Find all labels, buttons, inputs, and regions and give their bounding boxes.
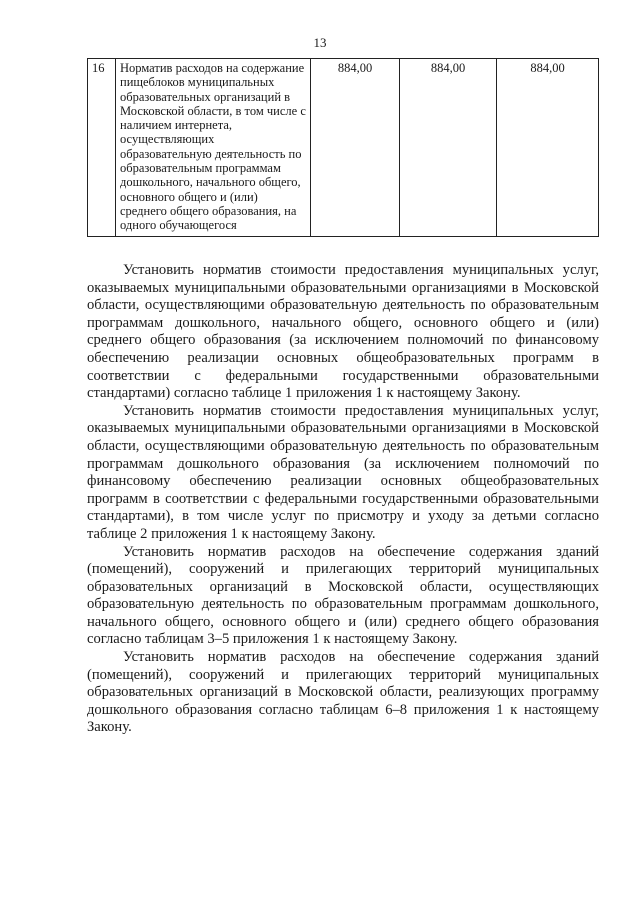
row-value-2: 884,00	[400, 59, 497, 237]
row-value-1: 884,00	[311, 59, 400, 237]
page-number: 13	[313, 35, 327, 50]
table-row	[88, 59, 599, 237]
paragraph: Установить норматив стоимости предоставления муниципальных услуг, оказываемых муниципальными образовательными организациями в Московской области, осуществляющими образовательную деятельность по образовательным программам дошкольного образования (за исключением полномочий по финансовому обеспечению реализации основных общеобразовательных программ в соответствии с федеральными государственными образовательными стандартами), в том числе услуг по присмотру и уходу за детьми согласно таблице 2 приложения 1 к настоящему Закону.	[87, 402, 599, 542]
row-number: 16	[88, 59, 116, 237]
paragraph: Установить норматив стоимости предоставления муниципальных услуг, оказываемых муниципальными образовательными организациями в Московской области, осуществляющими образовательную деятельность по образовательным программам дошкольного, начального общего, основного общего и (или) среднего общего образования (за исключением полномочий по финансовому обеспечению реализации основных общеобразовательных программ в соответствии с федеральными государственными образовательными стандартами) согласно таблице 1 приложения 1 к настоящему Закону.	[87, 262, 599, 402]
row-description: Норматив расходов на содержание пищеблоков муниципальных образовательных организаций в Московской области, в том числе с наличием интернета, осуществляющих образовательную деятельность по образовательным программам дошкольного, начального общего, основного общего и (или) среднего общего образования, на одного обучающегося	[116, 59, 311, 237]
paragraph: Установить норматив расходов на обеспечение содержания зданий (помещений), сооружений и прилегающих территорий муниципальных образовательных организаций в Московской области, реализующих программу дошкольного образования согласно таблицам 6–8 приложения 1 к настоящему Закону.	[87, 649, 599, 736]
norm-table	[87, 58, 599, 237]
row-value-3: 884,00	[497, 59, 599, 237]
document-body	[87, 262, 599, 737]
paragraph: Установить норматив расходов на обеспечение содержания зданий (помещений), сооружений и прилегающих территорий муниципальных образовательных организаций в Московской области, осуществляющих образовательную деятельность по образовательным программам дошкольного, начального общего, основного общего и (или) среднего общего образования согласно таблицам 3–5 приложения 1 к настоящему Закону.	[87, 543, 599, 648]
